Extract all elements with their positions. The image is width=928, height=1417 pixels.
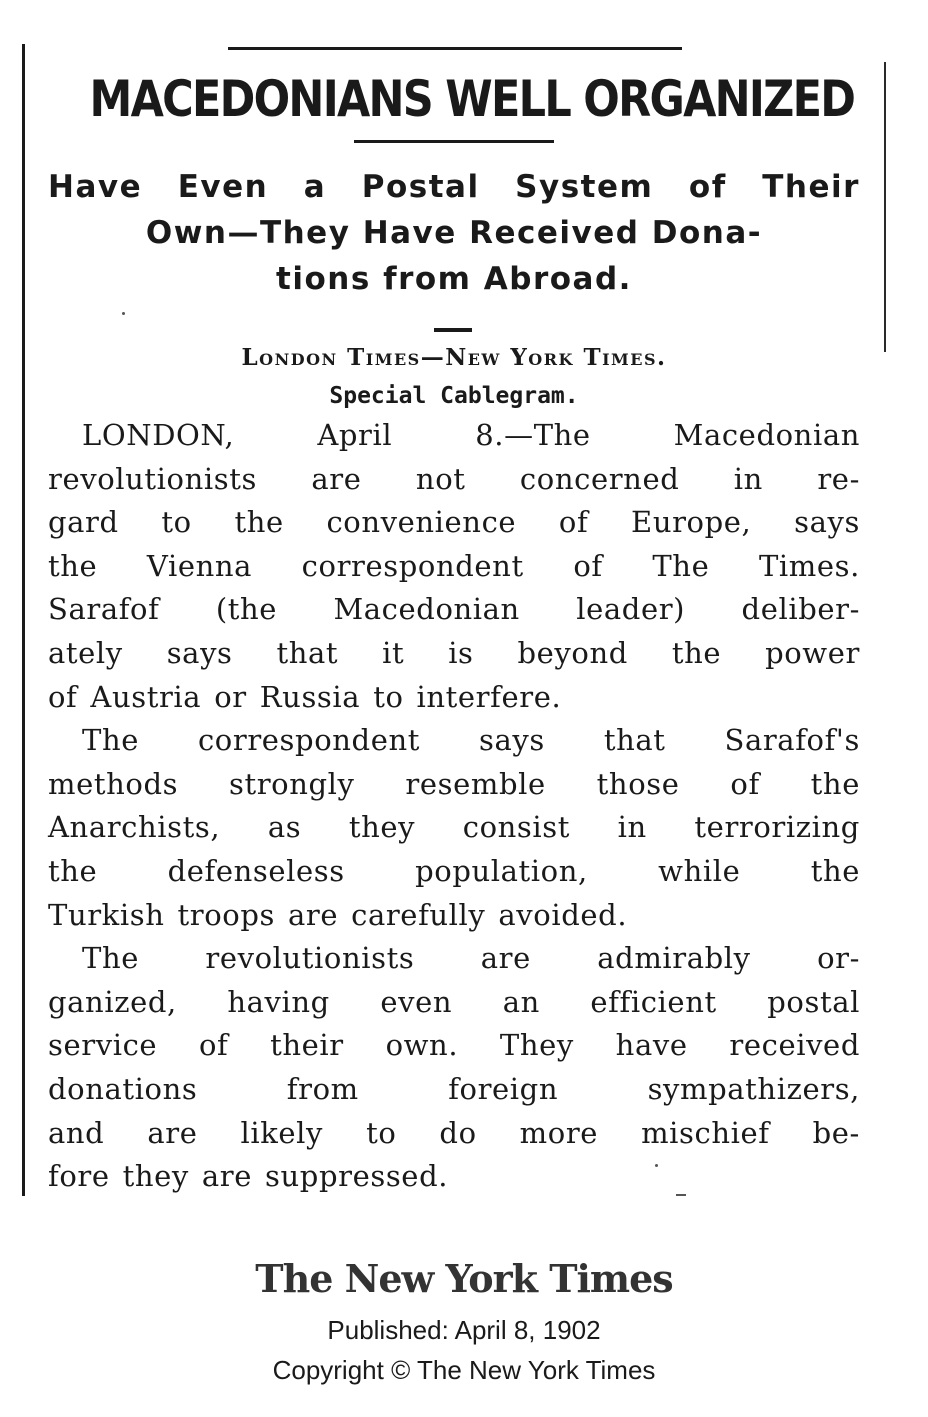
article-line	[48, 676, 860, 720]
article-word: mischief	[641, 1115, 770, 1150]
article-word: Europe,	[631, 505, 752, 540]
news-credit: London Times—New York Times.	[241, 344, 667, 371]
article-word: have	[615, 1028, 688, 1063]
article-word: the	[48, 548, 98, 583]
scan-speck	[122, 312, 125, 315]
article-word: be-	[812, 1115, 860, 1150]
article-word: LONDON,	[82, 418, 235, 452]
article-word: are	[201, 1159, 253, 1194]
article-word: of	[198, 1028, 229, 1063]
article-word: avoided.	[498, 897, 628, 932]
article-word: the	[234, 505, 284, 540]
article-word: are	[480, 941, 531, 976]
article-word: and	[48, 1115, 105, 1150]
article-word: the	[48, 853, 98, 888]
article-word: even	[380, 984, 453, 1019]
subhead-word: Postal	[361, 169, 480, 205]
article-line	[48, 1068, 860, 1112]
article-word: carefully	[351, 897, 486, 932]
subhead-line-2: Own—They Have Received Dona-	[145, 215, 763, 251]
article-word: are	[147, 1115, 198, 1150]
article-word: from	[286, 1071, 359, 1106]
nyt-logo: The New York Times	[255, 1256, 673, 1301]
article-word: more	[519, 1115, 599, 1150]
column-top-rule	[228, 47, 682, 50]
article-word: of	[48, 679, 78, 714]
copyright-notice: Copyright © The New York Times	[272, 1355, 656, 1385]
subhead-word: Have	[48, 169, 143, 205]
article-word: gard	[48, 505, 119, 540]
article-word: in	[733, 461, 763, 496]
article-word: it	[382, 635, 405, 670]
article-word: says	[794, 505, 860, 540]
article-word: to	[366, 1115, 397, 1150]
article-word: leader)	[576, 592, 686, 627]
article-line	[48, 1024, 860, 1068]
article-word: correspondent	[301, 548, 524, 583]
subhead-word: of	[688, 169, 727, 205]
scan-speck	[676, 1194, 686, 1196]
article-line	[48, 850, 860, 894]
article-word: postal	[767, 984, 860, 1019]
article-word: Austria	[90, 679, 202, 714]
scan-speck	[655, 1164, 658, 1167]
article-word: Times.	[758, 548, 860, 583]
article-word: says	[478, 723, 545, 758]
article-word: revolutionists	[205, 941, 415, 976]
article-line	[48, 501, 860, 545]
article-line	[48, 414, 860, 458]
article-line	[48, 981, 860, 1025]
article-word: ately	[48, 635, 123, 670]
article-word: Macedonian	[673, 418, 860, 452]
article-word: the	[810, 853, 860, 888]
article-word: methods	[48, 766, 179, 801]
article-word: are	[287, 897, 339, 932]
article-word: or	[214, 679, 247, 714]
article-word: The	[82, 723, 139, 758]
article-line	[48, 763, 860, 807]
headline: MACEDONIANS WELL ORGANIZED	[89, 70, 855, 128]
published-date: Published: April 8, 1902	[327, 1315, 601, 1345]
article-word: an	[502, 984, 540, 1019]
article-line	[48, 937, 860, 981]
article-word: revolutionists	[48, 461, 257, 496]
article-word: resemble	[405, 766, 546, 801]
article-word: Sarafof	[48, 592, 160, 627]
article-word: as	[267, 810, 302, 845]
subhead-word: System	[515, 169, 654, 205]
subhead-word: Their	[762, 169, 860, 205]
article-word: are	[311, 461, 362, 496]
article-word: (the	[215, 592, 278, 627]
article-line	[48, 806, 860, 850]
article-word: having	[227, 984, 330, 1019]
article-line	[48, 894, 860, 938]
article-word: admirably	[597, 941, 751, 976]
article-word: April	[317, 418, 393, 452]
article-word: re-	[817, 461, 860, 496]
headline-rule	[354, 140, 554, 143]
article-line	[48, 588, 860, 632]
article-word: the	[810, 766, 860, 801]
article-line	[48, 545, 860, 589]
article-word: correspondent	[197, 723, 420, 758]
article-body	[48, 414, 860, 1199]
subheadline	[48, 164, 860, 302]
article-word: not	[415, 461, 466, 496]
article-word: those	[596, 766, 680, 801]
article-word: beyond	[517, 635, 628, 670]
article-word: they	[348, 810, 416, 845]
article-word: service	[48, 1028, 158, 1063]
article-word: strongly	[228, 766, 355, 801]
article-word: received	[729, 1028, 860, 1063]
article-word: concerned	[519, 461, 680, 496]
subhead-word: a	[303, 169, 327, 205]
article-word: deliber-	[741, 592, 860, 627]
article-word: of	[573, 548, 603, 583]
article-word: Turkish	[48, 897, 165, 932]
column-left-rule	[22, 44, 25, 1196]
article-line	[48, 719, 860, 763]
article-word: that	[276, 635, 339, 670]
article-word: likely	[240, 1115, 324, 1150]
article-word: is	[448, 635, 474, 670]
article-word: The	[652, 548, 710, 583]
article-word: defenseless	[167, 853, 345, 888]
article-word: of	[558, 505, 589, 540]
article-word: foreign	[448, 1071, 559, 1106]
subhead-line-3: tions from Abroad.	[276, 261, 632, 297]
article-word: Macedonian	[333, 592, 520, 627]
article-word: suppressed.	[265, 1159, 449, 1194]
article-word: in	[617, 810, 647, 845]
column-right-rule	[884, 62, 886, 352]
article-word: consist	[462, 810, 571, 845]
subhead-word: Even	[177, 169, 269, 205]
article-word: sympathizers,	[647, 1071, 860, 1106]
article-word: they	[122, 1159, 189, 1194]
article-word: of	[730, 766, 760, 801]
article-word: terrorizing	[694, 810, 860, 845]
article-word: convenience	[326, 505, 517, 540]
article-word: says	[166, 635, 233, 670]
article-word: fore	[48, 1159, 110, 1194]
article-word: the	[671, 635, 722, 670]
article-word: Russia	[259, 679, 361, 714]
article-word: their	[270, 1028, 344, 1063]
article-word: They	[499, 1028, 574, 1063]
article-word: do	[439, 1115, 477, 1150]
article-word: power	[765, 635, 860, 670]
article-word: or-	[817, 941, 860, 976]
article-word: ganized,	[48, 984, 177, 1019]
dispatch-type: Special Cablegram.	[329, 383, 579, 409]
article-word: donations	[48, 1071, 198, 1106]
section-dash	[434, 328, 472, 332]
article-word: The	[82, 941, 139, 976]
article-line	[48, 458, 860, 502]
article-word: to	[373, 679, 404, 714]
article-word: troops	[177, 897, 275, 932]
article-line	[48, 1112, 860, 1156]
article-word: Sarafof's	[724, 723, 860, 758]
article-word: interfere.	[416, 679, 562, 714]
article-word: to	[161, 505, 192, 540]
article-line	[48, 1155, 860, 1199]
subhead-line-1	[48, 164, 860, 210]
article-word: population,	[415, 853, 588, 888]
article-word: Vienna	[146, 548, 253, 583]
article-word: that	[603, 723, 666, 758]
article-word: Anarchists,	[48, 810, 221, 845]
article-word: while	[658, 853, 741, 888]
article-line	[48, 632, 860, 676]
article-word: own.	[385, 1028, 459, 1063]
article-word: 8.—The	[475, 418, 591, 452]
article-word: efficient	[590, 984, 717, 1019]
